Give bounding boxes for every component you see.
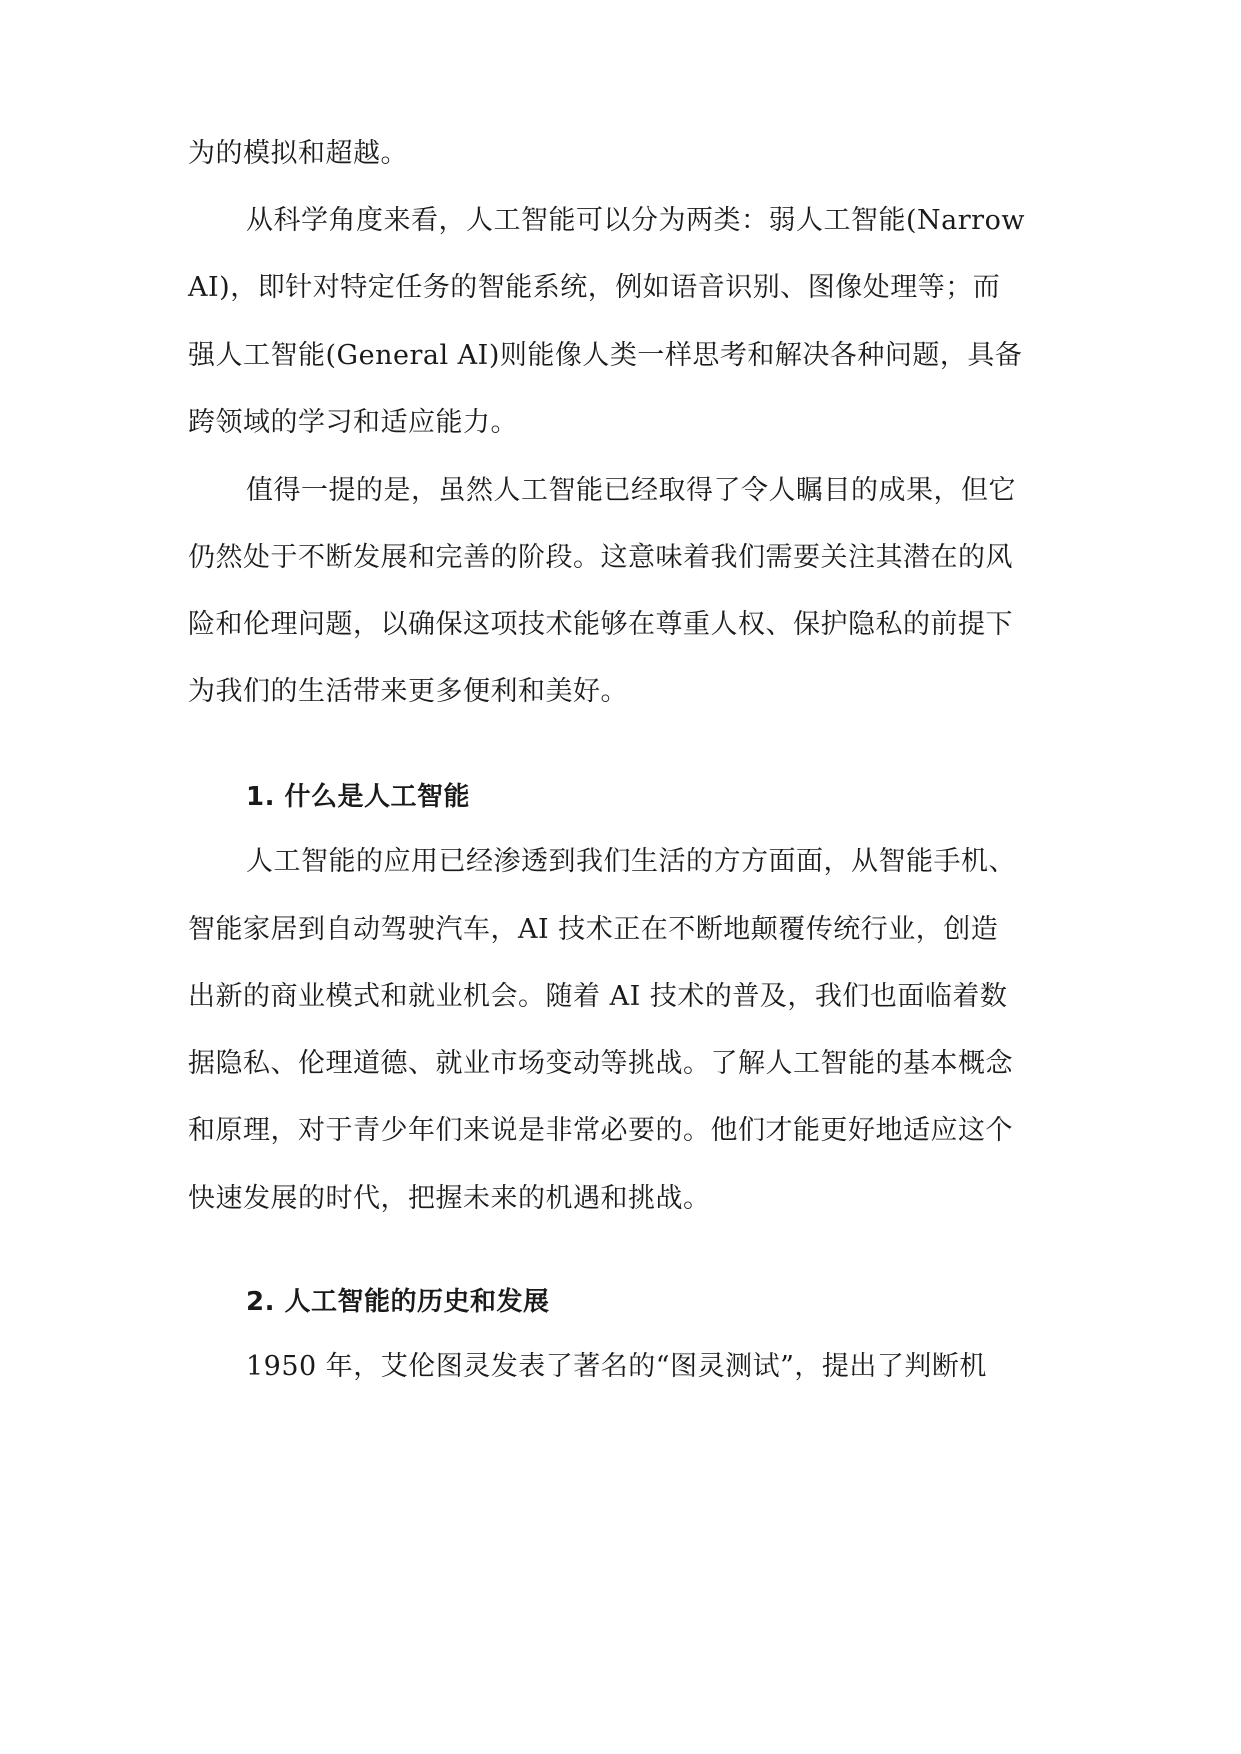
paragraph-line: 1950 年，艾伦图灵发表了著名的“图灵测试”，提出了判断机	[246, 1351, 987, 1382]
section-heading: 1. 什么是人工智能	[246, 782, 471, 812]
paragraph-line: 仍然处于不断发展和完善的阶段。这意味着我们需要关注其潜在的风	[188, 542, 1013, 573]
paragraph-line: 和原理，对于青少年们来说是非常必要的。他们才能更好地适应这个	[188, 1115, 1013, 1146]
section-heading: 2. 人工智能的历史和发展	[246, 1287, 550, 1317]
paragraph-line: 从科学角度来看，人工智能可以分为两类：弱人工智能(Narrow	[246, 205, 1025, 236]
paragraph-line: 险和伦理问题，以确保这项技术能够在尊重人权、保护隐私的前提下	[188, 609, 1013, 640]
paragraph-line: 据隐私、伦理道德、就业市场变动等挑战。了解人工智能的基本概念	[188, 1048, 1013, 1079]
paragraph-line: AI)，即针对特定任务的智能系统，例如语音识别、图像处理等；而	[188, 272, 1001, 303]
paragraph-line: 为我们的生活带来更多便利和美好。	[188, 676, 628, 707]
paragraph-line: 值得一提的是，虽然人工智能已经取得了令人瞩目的成果，但它	[246, 475, 1016, 506]
paragraph-line: 出新的商业模式和就业机会。随着 AI 技术的普及，我们也面临着数	[188, 981, 1008, 1012]
paragraph-line: 快速发展的时代，把握未来的机遇和挑战。	[188, 1183, 711, 1214]
paragraph-line: 跨领域的学习和适应能力。	[188, 407, 518, 438]
paragraph-line: 人工智能的应用已经渗透到我们生活的方方面面，从智能手机、	[246, 846, 1016, 877]
paragraph-line: 智能家居到自动驾驶汽车，AI 技术正在不断地颠覆传统行业，创造	[188, 914, 999, 945]
paragraph-line: 为的模拟和超越。	[188, 138, 408, 169]
paragraph-line: 强人工智能(General AI)则能像人类一样思考和解决各种问题，具备	[188, 340, 1023, 371]
